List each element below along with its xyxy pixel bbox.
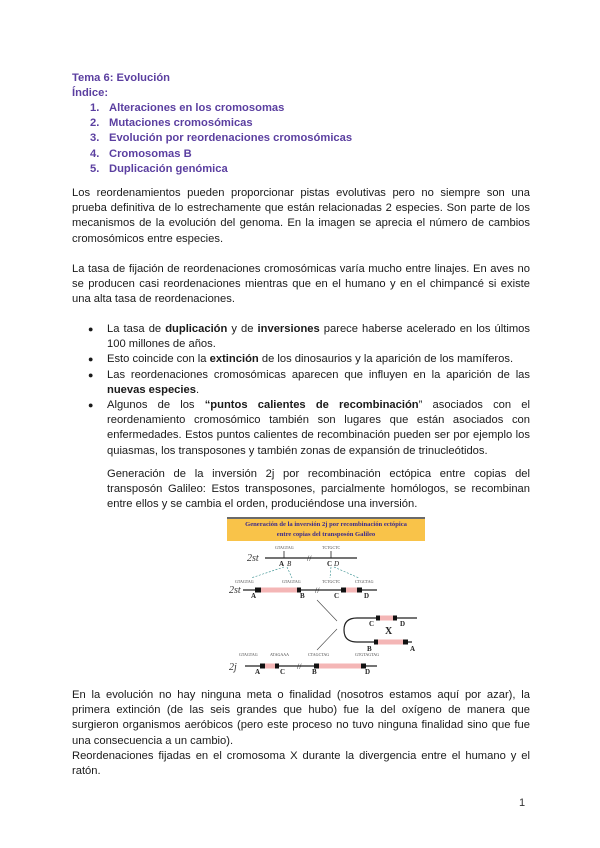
crossover-x: X [385, 626, 393, 637]
row-label-2st: 2st [229, 585, 241, 596]
svg-text:GTAGTAG: GTAGTAG [235, 579, 254, 584]
bullet-icon: ● [88, 400, 94, 411]
svg-text:GTAGTAG: GTAGTAG [282, 579, 301, 584]
svg-text:D: D [334, 560, 340, 568]
svg-text:GTGTAGTAG: GTGTAGTAG [355, 652, 380, 657]
svg-text:B: B [367, 645, 372, 653]
svg-text:A: A [410, 645, 416, 653]
svg-text:TCTGCTC: TCTGCTC [322, 545, 341, 550]
page-number: 1 [519, 797, 526, 809]
svg-text://: // [297, 662, 302, 671]
bullet-item: ● Algunos de los “puntos calientes de recombinación” asociados con el reordenamiento cromosómico también son lugares que están asociados con enfermedades. Estos puntos calientes de recombinación pueden ser por ejemplo los quiasmas, los transposones y también zonas de expansión de trinucleótidos. [88, 399, 530, 457]
paragraph-reordenaciones-x: Reordenaciones fijadas en el cromosoma X durante la divergencia entre el humano y el ratón. [72, 750, 530, 778]
svg-text:TCTGCTC: TCTGCTC [322, 579, 341, 584]
chromosome-diagram-svg [227, 517, 425, 675]
svg-text:GTAGTAG: GTAGTAG [239, 652, 258, 657]
paragraph-evolucion-meta: En la evolución no hay ninguna meta o finalidad (nosotros estamos aquí por azar), la primera extinción (de las seis grandes que hubo) fue la del oxígeno de manera que surgieron organismos aeróbicos (pero este proceso no tuvo ninguna finalidad sino que fue una consecuencia a un cambio). [72, 689, 530, 747]
paragraph-reordenamientos: Los reordenamientos pueden proporcionar pistas evolutivas pero no siempre son una prueba definitiva de lo estrechamente que están relacionadas 2 especies. Son parte de los mecanismos de la evolución del genoma. En la imagen se aprecia el número de cambios cromosómicos entre especies. [72, 187, 530, 245]
table-of-contents [90, 101, 352, 177]
svg-text:ATAGAAA: ATAGAAA [270, 652, 290, 657]
bullet-list [88, 322, 530, 459]
svg-text:A: A [255, 668, 261, 675]
inversion-diagram [227, 517, 425, 675]
toc-item[interactable]: 4. Cromosomas B [90, 147, 192, 160]
svg-text://: // [307, 554, 312, 563]
svg-text:CTGCTAG: CTGCTAG [355, 579, 374, 584]
index-label: Índice: [72, 87, 109, 99]
toc-item[interactable]: 3. Evolución por reordenaciones cromosómicas [90, 132, 353, 145]
svg-text:D: D [364, 592, 370, 600]
document-title: Tema 6: Evolución [72, 72, 171, 84]
svg-text:B: B [300, 592, 305, 600]
svg-text:A: A [251, 592, 257, 600]
bullet-item: ● Esto coincide con la extinción de los dinosaurios y la aparición de los mamíferos. [88, 352, 530, 367]
svg-text:C: C [327, 560, 333, 568]
svg-text:D: D [365, 668, 371, 675]
bullet-icon: ● [88, 354, 94, 365]
svg-text://: // [315, 586, 320, 595]
toc-item[interactable]: 5. Duplicación genómica [90, 162, 228, 175]
toc-item[interactable]: 2. Mutaciones cromosómicas [90, 117, 253, 130]
bullet-icon: ● [88, 324, 94, 334]
paragraph-galileo: Generación de la inversión 2j por recombinación ectópica entre copias del transposón Galileo: Estos transposones, parcialmente homólogos, se recombinan entre ellos y se cambia el orden, produciéndose una inversión. [107, 468, 530, 511]
svg-text:D: D [400, 620, 406, 628]
diagram-title: Generación de la inversión 2j por recombinación ectópica entre copias del transposón Galileo [227, 517, 425, 541]
paragraph-tasa-fijacion: La tasa de fijación de reordenaciones cromosómicas varía mucho entre linajes. En aves no se producen casi reordenaciones mientras que en el humano y en el chimpancé si existe una alta tasa de reordenaciones. [72, 263, 530, 306]
toc-item[interactable]: 1. Alteraciones en los cromosomas [90, 102, 285, 114]
svg-text:CTAGCTAG: CTAGCTAG [308, 652, 330, 657]
svg-text:C: C [334, 592, 340, 600]
svg-text:A: A [279, 560, 285, 568]
bullet-item: ● La tasa de duplicación y de inversiones parece haberse acelerado en los últimos 100 millones de años. [88, 323, 530, 351]
svg-text:C: C [280, 668, 286, 675]
svg-text:B: B [287, 560, 292, 568]
row-label-2j: 2j [229, 662, 237, 673]
svg-text:GTAGTAG: GTAGTAG [275, 545, 294, 550]
bullet-item: ● Las reordenaciones cromosómicas aparecen que influyen en la aparición de las nuevas especies. [88, 368, 530, 396]
svg-text:B: B [312, 668, 317, 675]
row-label-2st: 2st [247, 553, 259, 564]
bullet-icon: ● [88, 369, 94, 380]
svg-text:C: C [369, 620, 375, 628]
